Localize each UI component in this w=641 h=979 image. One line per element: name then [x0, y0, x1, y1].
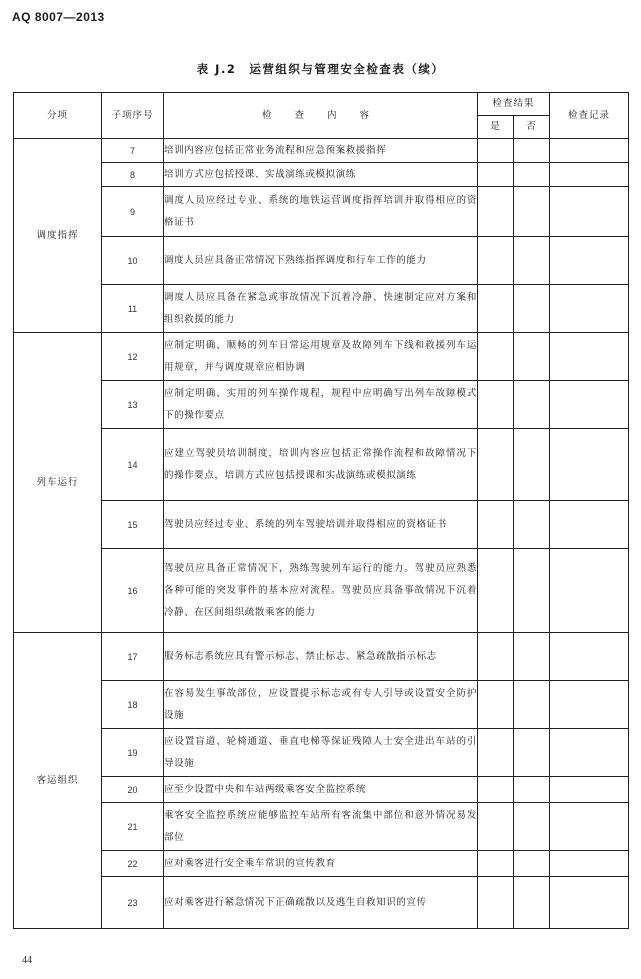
sub-item-number: 20 — [102, 777, 164, 803]
sub-item-number: 11 — [102, 285, 164, 333]
result-yes-cell[interactable] — [478, 187, 514, 237]
sub-item-number: 17 — [102, 633, 164, 681]
sub-item-number: 19 — [102, 729, 164, 777]
result-yes-cell[interactable] — [478, 777, 514, 803]
page-number: 44 — [22, 955, 32, 966]
result-yes-cell[interactable] — [478, 633, 514, 681]
sub-item-number: 23 — [102, 877, 164, 929]
result-no-cell[interactable] — [514, 777, 550, 803]
result-no-cell[interactable] — [514, 285, 550, 333]
record-cell[interactable] — [550, 429, 629, 501]
sub-item-number: 9 — [102, 187, 164, 237]
record-cell[interactable] — [550, 777, 629, 803]
check-content: 在容易发生事故部位，应设置提示标志或有专人引导或设置安全防护设施 — [164, 681, 478, 729]
result-yes-cell[interactable] — [478, 237, 514, 285]
result-yes-cell[interactable] — [478, 139, 514, 163]
record-cell[interactable] — [550, 381, 629, 429]
record-cell[interactable] — [550, 549, 629, 633]
check-content: 调度人员应具备在紧急或事故情况下沉着冷静、快速制定应对方案和组织救援的能力 — [164, 285, 478, 333]
record-cell[interactable] — [550, 877, 629, 929]
result-no-cell[interactable] — [514, 877, 550, 929]
record-cell[interactable] — [550, 139, 629, 163]
check-content: 调度人员应具备正常情况下熟练指挥调度和行车工作的能力 — [164, 237, 478, 285]
result-yes-cell[interactable] — [478, 333, 514, 381]
result-yes-cell[interactable] — [478, 877, 514, 929]
result-no-cell[interactable] — [514, 851, 550, 877]
header-content: 检 查 内 容 — [164, 93, 478, 139]
check-content: 应建立驾驶员培训制度，培训内容应包括正常操作流程和故障情况下的操作要点，培训方式应包括授课和实战演练或模拟演练 — [164, 429, 478, 501]
result-no-cell[interactable] — [514, 163, 550, 187]
check-content: 培训内容应包括正常业务流程和应急预案救援指挥 — [164, 139, 478, 163]
result-yes-cell[interactable] — [478, 549, 514, 633]
record-cell[interactable] — [550, 187, 629, 237]
result-no-cell[interactable] — [514, 803, 550, 851]
result-yes-cell[interactable] — [478, 851, 514, 877]
sub-item-number: 12 — [102, 333, 164, 381]
header-record: 检查记录 — [550, 93, 629, 139]
record-cell[interactable] — [550, 333, 629, 381]
check-content: 应制定明确、实用的列车操作规程，规程中应明确写出列车故障模式下的操作要点 — [164, 381, 478, 429]
sub-item-number: 13 — [102, 381, 164, 429]
record-cell[interactable] — [550, 633, 629, 681]
check-content: 应对乘客进行紧急情况下正确疏散以及逃生自救知识的宣传 — [164, 877, 478, 929]
sub-item-number: 8 — [102, 163, 164, 187]
result-no-cell[interactable] — [514, 633, 550, 681]
result-no-cell[interactable] — [514, 429, 550, 501]
header-result: 检查结果 — [478, 93, 550, 116]
result-no-cell[interactable] — [514, 681, 550, 729]
header-category: 分项 — [14, 93, 102, 139]
record-cell[interactable] — [550, 681, 629, 729]
check-content: 调度人员应经过专业、系统的地铁运营调度指挥培训并取得相应的资格证书 — [164, 187, 478, 237]
record-cell[interactable] — [550, 237, 629, 285]
result-no-cell[interactable] — [514, 501, 550, 549]
table-caption: 表 J.2 运营组织与管理安全检查表（续） — [196, 62, 445, 76]
check-content: 培训方式应包括授课、实战演练或模拟演练 — [164, 163, 478, 187]
header-no: 否 — [514, 116, 550, 139]
record-cell[interactable] — [550, 285, 629, 333]
check-content: 驾驶员应经过专业、系统的列车驾驶培训并取得相应的资格证书 — [164, 501, 478, 549]
result-yes-cell[interactable] — [478, 429, 514, 501]
result-yes-cell[interactable] — [478, 163, 514, 187]
result-no-cell[interactable] — [514, 381, 550, 429]
result-no-cell[interactable] — [514, 139, 550, 163]
header-sub-no: 子项序号 — [102, 93, 164, 139]
check-content: 应对乘客进行安全乘车常识的宣传教育 — [164, 851, 478, 877]
sub-item-number: 18 — [102, 681, 164, 729]
category-cell: 调度指挥 — [14, 139, 102, 333]
result-yes-cell[interactable] — [478, 681, 514, 729]
category-cell: 客运组织 — [14, 633, 102, 929]
result-yes-cell[interactable] — [478, 803, 514, 851]
result-no-cell[interactable] — [514, 237, 550, 285]
category-cell: 列车运行 — [14, 333, 102, 633]
check-content: 应制定明确、顺畅的列车日常运用规章及故障列车下线和救援列车运用规章，并与调度规章应相协调 — [164, 333, 478, 381]
result-no-cell[interactable] — [514, 549, 550, 633]
result-no-cell[interactable] — [514, 187, 550, 237]
sub-item-number: 7 — [102, 139, 164, 163]
record-cell[interactable] — [550, 163, 629, 187]
result-no-cell[interactable] — [514, 729, 550, 777]
check-content: 应至少设置中央和车站两级乘客安全监控系统 — [164, 777, 478, 803]
sub-item-number: 14 — [102, 429, 164, 501]
record-cell[interactable] — [550, 803, 629, 851]
result-yes-cell[interactable] — [478, 501, 514, 549]
result-yes-cell[interactable] — [478, 285, 514, 333]
check-content: 应设置盲道、轮椅通道、垂直电梯等保证残障人士安全进出车站的引导设施 — [164, 729, 478, 777]
sub-item-number: 22 — [102, 851, 164, 877]
record-cell[interactable] — [550, 851, 629, 877]
check-content: 驾驶员应具备正常情况下，熟练驾驶列车运行的能力。驾驶员应熟悉各种可能的突发事件的基本应对流程。驾驶员应具备事故情况下沉着冷静、在区间组织疏散乘客的能力 — [164, 549, 478, 633]
check-content: 服务标志系统应具有警示标志、禁止标志、紧急疏散指示标志 — [164, 633, 478, 681]
sub-item-number: 16 — [102, 549, 164, 633]
sub-item-number: 21 — [102, 803, 164, 851]
result-yes-cell[interactable] — [478, 729, 514, 777]
sub-item-number: 15 — [102, 501, 164, 549]
header-yes: 是 — [478, 116, 514, 139]
sub-item-number: 10 — [102, 237, 164, 285]
standard-code: AQ 8007—2013 — [12, 10, 105, 24]
result-yes-cell[interactable] — [478, 381, 514, 429]
check-content: 乘客安全监控系统应能够监控车站所有客流集中部位和意外情况易发部位 — [164, 803, 478, 851]
result-no-cell[interactable] — [514, 333, 550, 381]
record-cell[interactable] — [550, 501, 629, 549]
safety-check-table — [13, 92, 629, 929]
record-cell[interactable] — [550, 729, 629, 777]
